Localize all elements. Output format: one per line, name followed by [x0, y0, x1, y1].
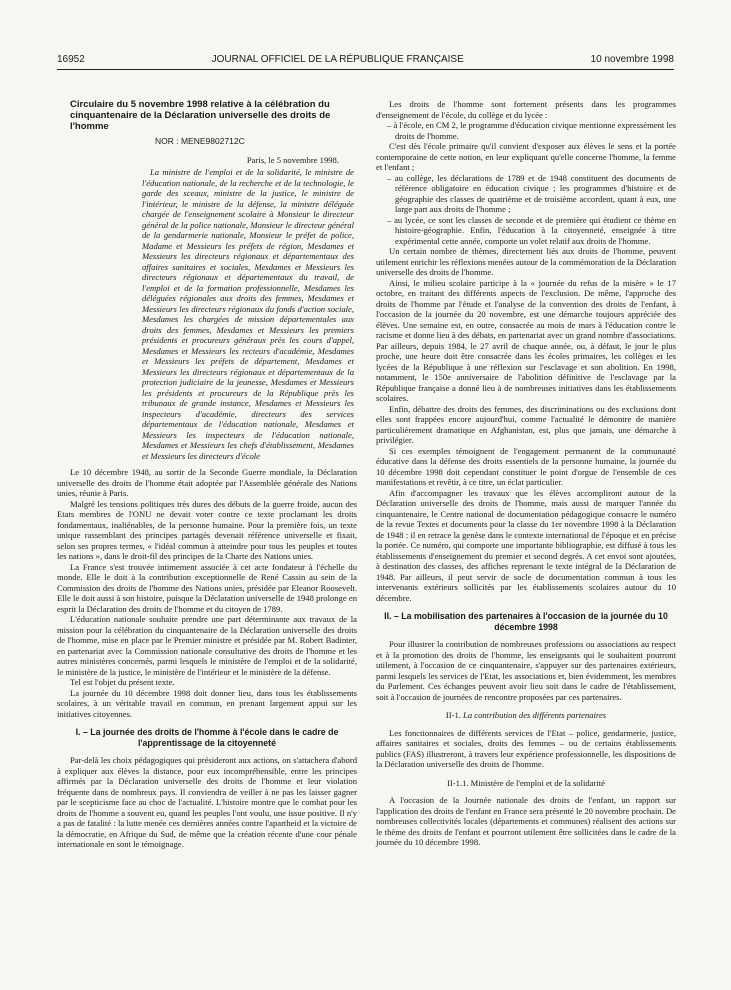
paragraph: La France s'est trouvée intimement associée à cet acte fondateur à l'échelle du monde. Elle le doit à la contribution exceptionnelle de René Cassin au sein de la Commission des droits de l'homme des Nations unies, présidée par Eleanor Roosevelt. Elle le doit aussi à son histoire, puisque la Déclaration universelle de 1948 prolonge en esprit la Déclaration des droits de l'homme et du citoyen de 1789. [57, 561, 357, 614]
page-number: 16952 [57, 53, 85, 65]
paragraph: Les droits de l'homme sont fortement présents dans les programmes d'enseignement de l'école, du collège et du lycée : [376, 99, 676, 120]
addressee-block: La ministre de l'emploi et de la solidarité, le ministre de l'éducation nationale, de la recherche et de la technologie, le garde des sceaux, ministre de la justice, le ministre de l'intérieur, le ministre de la défense, la ministre déléguée chargée de l'enseignement scolaire à Monsieur le directeur général de la police nationale, Monsieur le directeur général de la gendarmerie nationale, Monsieur le préfet de police, Madame et Messieurs les préfets de région, Mesdames et Messieurs les directeurs régionaux et départementaux des affaires sanitaires et sociales, Mesdames et Messieurs les directeurs régionaux et départementaux du travail, de l'emploi et de la formation professionnelle, Mesdames les déléguées régionales aux droits des femmes, Mesdames et Messieurs les directeurs régionaux du fonds d'action sociale, Mesdames les chargées de mission départementales aux droits des femmes, Mesdames et Messieurs les premiers présidents et procureurs généraux près les cours d'appel, Mesdames et Messieurs les recteurs d'académie, Mesdames et Messieurs les préfets de département, Mesdames et Messieurs les directeurs régionaux et départementaux de la protection judiciaire de la jeunesse, Mesdames et Messieurs les présidents et procureurs de la République près les tribunaux de grande instance, Mesdames et Messieurs les inspecteurs d'académie, directeurs des services départementaux de l'éducation nationale, Mesdames et Messieurs les inspecteurs de l'éducation nationale, Mesdames et Messieurs les chefs d'établissement, Mesdames et Messieurs les directeurs d'école [142, 167, 354, 461]
paragraph: La journée du 10 décembre 1998 doit donner lieu, dans tous les établissements scolaires, à un véritable travail en commun, en prenant largement appui sur les initiatives citoyennes. [57, 687, 357, 719]
subsection-number: II-1. [445, 710, 461, 720]
left-column [57, 99, 357, 850]
paragraph: Afin d'accompagner les travaux que les élèves accompliront autour de la Déclaration universelle des droits de l'homme, mais aussi de marquer l'année du cinquantenaire, le Centre national de documentation pédagogique consacre le numéro de la revue Textes et documents pour la classe du 1er novembre 1998 à la Déclaration de 1948 : il en retrace la genèse dans le contexte international de l'époque et en précise la portée. Ce numéro, qui comporte une importante bibliographie, est diffusé à tous les établissements d'enseignement du premier et second degrés. A cet envoi sont ajoutées, à destination des classes, des affiches reprenant le texte intégral de la Déclaration de 1948. Par ailleurs, il peut servir de socle de documentation commun à tous les intervenants extérieurs sollicités par les établissements scolaires autour du 10 décembre. [376, 487, 676, 603]
paragraph: L'éducation nationale souhaite prendre une part déterminante aux travaux de la mission pour la célébration du cinquantenaire de la Déclaration universelle des droits de l'homme, mise en place par le Premier ministre et présidée par M. Robert Badinter, en partenariat avec la Commission nationale consultative des droits de l'homme et les autres ministères concernés, parmi lesquels le ministère de l'emploi et de la solidarité, le ministère de la justice, le ministère de l'intérieur et le ministère de la défense. [57, 614, 357, 677]
paragraph: Un certain nombre de thèmes, directement liés aux droits de l'homme, peuvent utilement enrichir les réflexions menées autour de la commémoration de la Déclaration universelle des droits de l'homme. [376, 246, 676, 277]
paragraph: Les fonctionnaires de différents services de l'Etat – police, gendarmerie, justice, affaires sanitaires et sociales, droits des femmes – ou de certains établissements publics (FAS) illustreront, à travers leur expérience professionnelle, les dispositions de la Déclaration universelle des droits de l'homme. [376, 727, 676, 769]
subsection-title-2: II-1.1. Ministère de l'emploi et de la solidarité [447, 777, 605, 788]
list-item: – à l'école, en CM 2, le programme d'éducation civique mentionne expressément les droits de l'homme. [387, 120, 676, 141]
nor-reference: NOR : MENE9802712C [155, 136, 245, 146]
page-header [57, 53, 674, 65]
paragraph: Enfin, débattre des droits des femmes, des discriminations ou des exclusions dont elles sont frappées encore aujourd'hui, comme l'actualité le démontre de manière particulièrement dramatique en Afghanistan, est, plus que jamais, une démarche à privilégier. [376, 403, 676, 445]
paragraph: Ainsi, le milieu scolaire participe à la « journée du refus de la misère » le 17 octobre, en traitant des différents aspects de l'exclusion. De même, l'approche des droits de l'homme par l'étude et l'analyse de la convention des droits de l'enfant, à l'occasion de la journée du 20 novembre, est une démarche toujours appréciée des élèves. Une semaine est, en outre, consacrée au mois de mars à l'éducation contre le racisme et donne lieu à des débats, en partenariat avec un grand nombre d'associations. Par ailleurs, depuis 1984, le 27 avril de chaque année, ou, à défaut, le jour le plus proche, une heure doit être consacrée dans les écoles primaires, les collèges et les lycées de la République à une réflexion sur l'esclavage et son abolition. En 1998, notamment, le 150e anniversaire de l'abolition définitive de l'esclavage par la République française a donné lieu à de nombreuses initiatives dans les établissements scolaires. [376, 277, 676, 403]
paragraph: Tel est l'objet du présent texte. [70, 677, 175, 687]
paragraph: A l'occasion de la Journée nationale des droits de l'enfant, un rapport sur l'application des droits de l'enfant en France sera présenté le 20 novembre prochain. De nombreuses collectivités locales (départements et communes) réalisent des actions sur le thème des droits de l'enfant et pourront utilement être sollicitées dans le cadre de la journée du 10 décembre 1998. [376, 795, 676, 847]
list [376, 173, 676, 247]
issue-date: 10 novembre 1998 [590, 53, 674, 65]
right-column [376, 99, 676, 848]
list-item: – au collège, les déclarations de 1789 et de 1948 constituent des documents de référence obligatoire en éducation civique ; les programmes d'histoire et de géographie des classes de quatrième et de troisième accordent, quant à eux, une large part aux droits de l'homme ; [387, 172, 676, 214]
list-item: – au lycée, ce sont les classes de seconde et de première qui étudient ce thème en histoire-géographie. Enfin, l'éducation à la citoyenneté, enseignée à titre expérimental cette année, comporte un volet relatif aux droits de l'homme. [387, 214, 676, 246]
paragraph: Le 10 décembre 1948, au sortir de la Seconde Guerre mondiale, la Déclaration universelle des droits de l'homme était adoptée par l'Assemblée générale des Nations unies, réunie à Paris. [57, 467, 357, 498]
paragraph: Par-delà les choix pédagogiques qui présideront aux actions, on s'attachera d'abord à expliquer aux élèves la distance, pour eux incompréhensible, entre les principes affirmés par la Déclaration universelle des droits de l'homme et leur violation fréquente dans de nombreux pays. Il conviendra de veiller à ne pas les laisser gagner par le scepticisme face au choc de l'actualité. L'histoire montre que le combat pour les droits de l'homme a souvent eu, quand les peuples l'ont voulu, une issue positive. Il n'y a pas de fatalité : la lutte menée ces dernières années contre l'apartheid et la victoire de la démocratie, en Afrique du Sud, de même que la création récente d'une cour pénale internationale en sont le témoignage. [57, 755, 357, 849]
date-line: Paris, le 5 novembre 1998. [246, 154, 339, 165]
journal-title: JOURNAL OFFICIEL DE LA RÉPUBLIQUE FRANÇAISE [211, 53, 464, 65]
subsection-title [376, 710, 676, 721]
paragraph: Pour illustrer la contribution de nombreuses professions ou associations au respect et à la promotion des droits de l'homme, les enseignants qui le souhaitent pourront utilement, à l'occasion de ce cinquantenaire, s'appuyer sur des partenaires extérieurs, parmi lesquels les services de l'Etat, les associations et, bien évidemment, les membres du Parlement. Ces échanges peuvent avoir lieu soit dans le cadre de l'établissement, soit à l'occasion de journées de rencontre proposées par ces partenaires. [376, 639, 676, 702]
section-2-title: II. – La mobilisation des partenaires à l'occasion de la journée du 10 décembre 1998 [384, 611, 668, 632]
paragraph: Malgré les tensions politiques très dures des débuts de la guerre froide, aucun des Etats membres de l'ONU ne devait voter contre ce texte proclamant les droits fondamentaux, inaliénables, de la personne humaine. Pour la première fois, un texte unique rassemblant des principes partagés devenait référence universelle et fixait, selon ses propres termes, « l'idéal commun à atteindre pour tous les peuples et toutes les nations », dans le droit-fil des principes de la Charte des Nations unies. [57, 498, 357, 561]
subsection-label: La contribution des différents partenaires [463, 710, 607, 720]
header-rule [57, 69, 674, 70]
circular-title: Circulaire du 5 novembre 1998 relative à la célébration du cinquantenaire de la Déclaration universelle des droits de l'homme [70, 99, 331, 132]
section-1-title: I. – La journée des droits de l'homme à l'école dans le cadre de l'apprentissage de la citoyenneté [75, 727, 339, 748]
paragraph: C'est dès l'école primaire qu'il convient d'exposer aux élèves le sens et la portée contemporaine de cette notion, en leur expliquant qu'elle concerne l'homme, la femme et l'enfant ; [376, 141, 676, 172]
paragraph: Si ces exemples témoignent de l'engagement permanent de la communauté éducative dans la défense des droits essentiels de la personne humaine, la journée du 10 décembre 1998 doit cependant constituer le point d'orgue de l'ensemble de ces manifestations et revêtir, à ce titre, un éclat particulier. [376, 445, 676, 487]
list [376, 120, 676, 141]
